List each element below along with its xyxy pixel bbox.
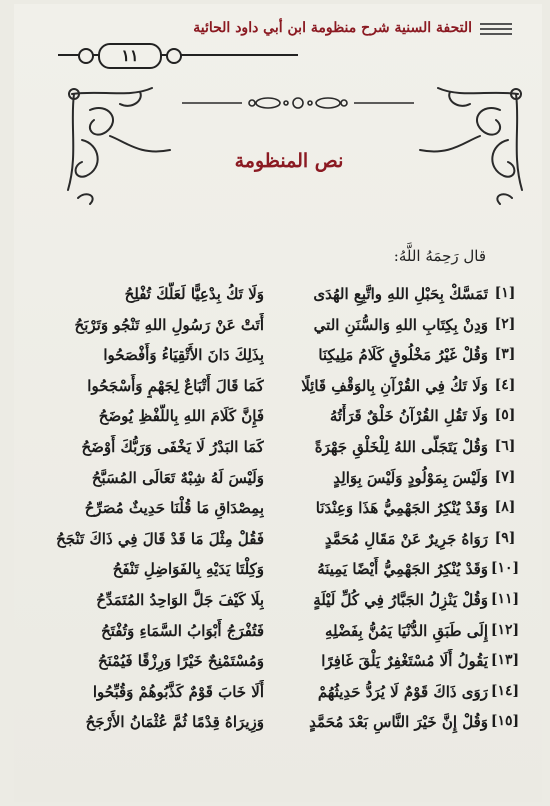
verse-first-hemistich: وَدِنْ بِكِتَابِ اللهِ وَالسُّنَنِ التي: [313, 315, 488, 334]
verse-first-hemistich: تَمَسَّكْ بِحَبْلِ اللهِ واتَّبِعِ الهُدَى: [313, 285, 488, 303]
verse-first-hemistich: وَقَدْ يُنْكِرُ الجَهْمِيُّ أَيْضًا يَمِينَهُ: [317, 560, 488, 579]
rule-knot-right: [166, 48, 182, 64]
poem-verses: [54, 282, 534, 741]
verse-first-hemistich: وَقُلْ غَيْرُ مَخْلُوقٍ كَلَامُ مَلِيكِنَا: [318, 346, 488, 365]
verse-second-hemistich: فَتُفْرَجُ أَبْوَابُ السَّمَاءِ وَتُفْتَحُ: [101, 621, 264, 640]
verse-row: [54, 282, 534, 313]
floral-corner-ornament-left: [60, 80, 180, 210]
verse-first-hemistich: وَلَيْسَ بِمَوْلُودٍ وَلَيْسَ بِوَالِدٍ: [333, 468, 488, 487]
verse-number: [٩]: [494, 529, 516, 546]
verse-first-hemistich: وَقَدْ يُنْكِرُ الجَهْمِيُّ هَذَا وَعِنْدَنَا: [315, 499, 488, 518]
verse-number: [٧]: [494, 468, 516, 485]
running-title: التحفة السنية شرح منظومة ابن أبي داود الحائية: [193, 20, 472, 36]
verse-first-hemistich: وَلَا تَكُ فِي القُرْآنِ بِالوَقْفِ قَائِلًا: [301, 376, 488, 395]
verse-number: [١]: [494, 285, 516, 301]
verse-row: [54, 680, 534, 711]
verse-number: [٨]: [494, 499, 516, 516]
verse-second-hemistich: وَمُسْتَمْنِحٌ خَيْرًا وَرِزْقًا فَيُمْنَحُ: [97, 652, 264, 671]
verse-row: [54, 496, 534, 527]
book-page: [14, 4, 542, 802]
verse-row: [54, 619, 534, 650]
verse-second-hemistich: كَمَا قَالَ أَتْبَاعٌ لِجَهْمٍ وَأَسْجَحُوا: [87, 376, 264, 395]
verse-row: [54, 374, 534, 405]
section-title: نص المنظومة: [234, 150, 344, 172]
verse-first-hemistich: وَلَا تَقُلِ القُرْآنُ خَلْقٌ قَرَأْتُهُ: [329, 407, 488, 426]
rule-knot-left: [78, 48, 94, 64]
verse-row: [54, 404, 534, 435]
verse-number: [١٥]: [490, 713, 520, 730]
verse-row: [54, 343, 534, 374]
verse-number: [١٢]: [490, 621, 520, 638]
verse-second-hemistich: وَلَا تَكُ بِدْعِيًّا لَعَلَّكَ تُفْلِحُ: [124, 285, 264, 303]
verse-first-hemistich: رَوَاهُ جَرِيرٌ عَنْ مَقَالِ مُحَمَّدٍ: [324, 529, 488, 548]
verse-second-hemistich: كَمَا البَدْرُ لَا يَخْفَى وَرَبُّكَ أَوْضَحُ: [81, 437, 264, 456]
verse-number: [٣]: [494, 346, 516, 363]
verse-second-hemistich: بِمِصْدَاقِ مَا قُلْنَا حَدِيثٌ مُصَرِّحُ: [84, 499, 264, 518]
verse-second-hemistich: فَإِنَّ كَلَامَ اللهِ بِاللَّفْظِ يُوضَحُ: [98, 407, 264, 426]
verse-number: [١٣]: [490, 652, 520, 669]
verse-number: [٢]: [494, 315, 516, 332]
title-ornament-lines: [480, 23, 512, 38]
verse-first-hemistich: إِلَى طَبَقِ الدُّنْيَا يَمُنُّ بِفَضْلِهِ: [324, 621, 488, 640]
verse-row: [54, 435, 534, 466]
verse-row: [54, 557, 534, 588]
verse-second-hemistich: أَتَتْ عَنْ رَسُولِ اللهِ تَنْجُو وَتَرْبَحُ: [74, 315, 264, 334]
verse-first-hemistich: وَقُلْ يَتَجَلَّى اللهُ لِلْخَلْقِ جَهْرَةً: [314, 437, 488, 456]
center-divider-ornament: [182, 96, 414, 110]
verse-second-hemistich: فَقُلْ مِثْلَ مَا قَدْ قَالَ فِي ذَاكَ تَنْجَحُ: [56, 529, 264, 548]
verse-second-hemistich: أَلَا خَابَ قَوْمٌ كَذَّبُوهُمْ وَقُبِّحُوا: [92, 682, 264, 701]
verse-first-hemistich: وَقُلْ يَنْزِلُ الجَبَّارُ فِي كُلِّ لَيْلَةٍ: [313, 590, 488, 609]
verse-number: [١٤]: [490, 682, 520, 699]
verse-first-hemistich: يَقُولُ أَلَا مُسْتَغْفِرٌ يَلْقَ غَافِرًا: [321, 652, 488, 671]
verse-first-hemistich: رَوَى ذَاكَ قَوْمٌ لَا يُرَدُّ حَدِيثُهُمْ: [317, 682, 488, 701]
verse-row: [54, 313, 534, 344]
intro-line: قال رَحِمَهُ اللَّهُ:: [393, 247, 486, 265]
verse-row: [54, 588, 534, 619]
verse-second-hemistich: بِلَا كَيْفَ جَلَّ الوَاحِدُ المُتَمَدِّحُ: [96, 590, 264, 609]
verse-number: [٥]: [494, 407, 516, 424]
verse-number: [١١]: [490, 590, 520, 607]
verse-second-hemistich: وَكِلْتَا يَدَيْهِ بِالفَوَاضِلِ تَنْفَحُ: [112, 560, 264, 579]
verse-row: [54, 649, 534, 680]
verse-number: [٤]: [494, 376, 516, 393]
verse-second-hemistich: وَلَيْسَ لَهُ شِبْهٌ تَعَالَى المُسَبَّحُ: [91, 468, 264, 487]
verse-row: [54, 710, 534, 741]
verse-second-hemistich: وَزِيرَاهُ قِدْمًا ثُمَّ عُثْمَانُ الأَرْجَحُ: [85, 713, 264, 732]
verse-number: [١٠]: [490, 560, 520, 577]
verse-number: [٦]: [494, 437, 516, 454]
page-number: ١١: [98, 43, 162, 69]
verse-row: [54, 466, 534, 497]
floral-corner-ornament-right: [410, 80, 530, 210]
verse-first-hemistich: وَقُلْ إِنَّ خَيْرَ النَّاسِ بَعْدَ مُحَمَّدٍ: [309, 713, 488, 732]
verse-second-hemistich: بِذَلِكَ دَانَ الأَتْقِيَاءُ وَأَفْصَحُوا: [103, 346, 264, 365]
verse-row: [54, 527, 534, 558]
